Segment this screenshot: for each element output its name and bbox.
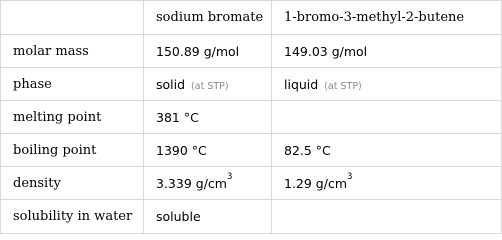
row-label-phase: phase (1, 68, 144, 101)
cell-melting-point-bromo-methyl-butene (272, 101, 502, 134)
cell-solubility-bromo-methyl-butene (272, 200, 502, 234)
row-label-density: density (1, 167, 144, 200)
header-corner-cell (1, 1, 144, 35)
row-boiling-point (1, 134, 502, 167)
header-bromo-methyl-butene: 1-bromo-3-methyl-2-butene (272, 1, 502, 35)
header-row (1, 1, 502, 35)
row-molar-mass (1, 35, 502, 68)
value-text: 149.03 g/mol (284, 43, 368, 59)
cell-molar-mass-bromo-methyl-butene (272, 35, 502, 68)
cell-melting-point-sodium-bromate (144, 101, 272, 134)
cell-molar-mass-sodium-bromate (144, 35, 272, 68)
value-text: 381 °C (156, 109, 199, 125)
row-label-boiling-point: boiling point (1, 134, 144, 167)
row-melting-point (1, 101, 502, 134)
row-solubility-in-water (1, 200, 502, 234)
stp-note: (at STP) (324, 80, 362, 92)
value-text: 1.29 g/cm (284, 175, 348, 191)
cell-solubility-sodium-bromate (144, 200, 272, 234)
header-sodium-bromate: sodium bromate (144, 1, 272, 35)
value-text: 150.89 g/mol (156, 43, 240, 59)
row-phase (1, 68, 502, 101)
cell-boiling-point-sodium-bromate (144, 134, 272, 167)
value-text: 3.339 g/cm (156, 175, 227, 191)
value-text: 82.5 °C (284, 142, 331, 158)
cell-phase-bromo-methyl-butene (272, 68, 502, 101)
value-text: solid (156, 76, 186, 92)
row-label-melting-point: melting point (1, 101, 144, 134)
cell-density-bromo-methyl-butene (272, 167, 502, 200)
row-label-solubility-in-water: solubility in water (1, 200, 144, 234)
stp-note: (at STP) (191, 80, 229, 92)
cell-boiling-point-bromo-methyl-butene (272, 134, 502, 167)
value-text: liquid (284, 76, 319, 92)
unit-exponent: 3 (347, 171, 353, 182)
cell-density-sodium-bromate (144, 167, 272, 200)
unit-exponent: 3 (226, 171, 233, 182)
row-label-molar-mass: molar mass (1, 35, 144, 68)
row-density (1, 167, 502, 200)
cell-phase-sodium-bromate (144, 68, 272, 101)
value-text: soluble (156, 209, 201, 224)
value-text: 1390 °C (156, 142, 207, 158)
